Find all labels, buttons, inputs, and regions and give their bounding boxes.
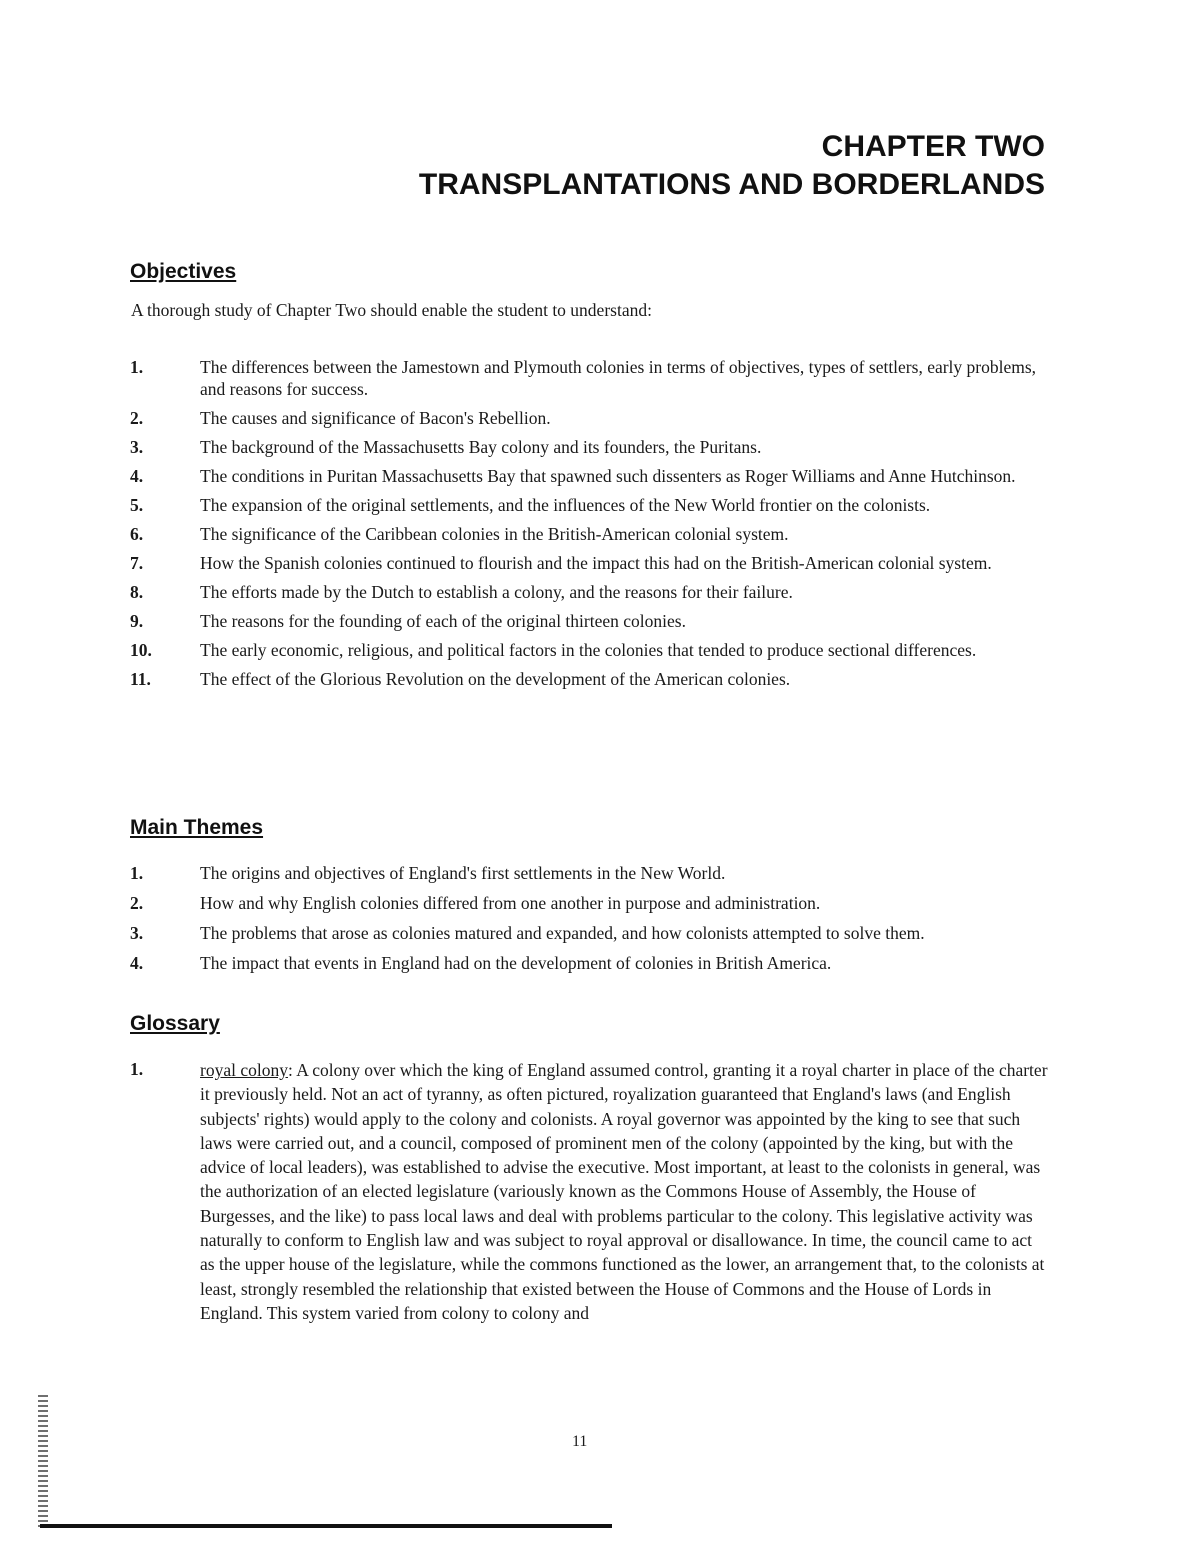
item-text: The early economic, religious, and political factors in the colonies that tended to produce sectional differences. [200,640,977,660]
item-number: 3. [130,923,144,943]
glossary-definition: : A colony over which the king of England assumed control, granting it a royal charter in place of the charter it previously held. Not an act of tyranny, as often pictured, royalization guaranteed that England's laws (and English subjects' rights) would apply to the colony and colonists. A royal governor was appointed by the king to see that such laws were carried out, and a council, composed of prominent men of the colony (appointed by the king, but with the advice of local leaders), was established to advise the executive. Most important, at least to the colonists in general, was the authorization of an elected legislature (variously known as the Commons House of Assembly, the House of Burgesses, and the like) to pass local laws and deal with problems particular to the colony. This legislative activity was naturally to conform to English law and was subject to royal approval or disallowance. In time, the council came to act as the upper house of the legislature, while the commons functioned as the lower, an arrangement that, to the colonists at least, strongly resembled the relationship that existed between the House of Commons and the House of Lords in England. This system varied from colony to colony and [200,1060,1048,1323]
item-text: The problems that arose as colonies matured and expanded, and how colonists attempted to solve them. [200,923,925,943]
item-text: The significance of the Caribbean colonies in the British-American colonial system. [200,524,789,544]
list-item [130,356,1050,400]
item-number: 4. [130,466,144,486]
item-text: How the Spanish colonies continued to flourish and the impact this had on the British-American colonial system. [200,553,992,573]
item-number: 1. [130,863,144,883]
objectives-intro: A thorough study of Chapter Two should enable the student to understand: [131,300,652,320]
list-item [130,436,1050,458]
list-item [130,1058,1050,1325]
list-item [130,952,1050,974]
item-text: The conditions in Puritan Massachusetts Bay that spawned such dissenters as Roger Williams and Anne Hutchinson. [200,466,1016,486]
list-item [130,862,1050,884]
item-number: 3. [130,437,144,457]
item-text: The impact that events in England had on the development of colonies in British America. [200,953,832,973]
chapter-title [419,128,1045,204]
glossary-heading: Glossary [130,1012,220,1035]
item-text: The reasons for the founding of each of the original thirteen colonies. [200,611,686,631]
item-number: 9. [130,611,144,631]
item-text: How and why English colonies differed from one another in purpose and administration. [200,893,821,913]
objectives-list [130,356,1050,697]
list-item [130,407,1050,429]
item-text: The differences between the Jamestown and Plymouth colonies in terms of objectives, types of settlers, early problems, and reasons for success. [200,357,1037,399]
scan-bottom-line [40,1524,612,1528]
item-number: 5. [130,495,144,515]
item-text [200,1058,1050,1325]
glossary-list [130,1058,1050,1325]
item-number: 11. [130,669,151,689]
main-themes-list [130,862,1050,982]
list-item [130,639,1050,661]
scan-edge-artifact [38,1395,48,1530]
list-item [130,465,1050,487]
item-number: 2. [130,893,144,913]
list-item [130,922,1050,944]
list-item [130,523,1050,545]
item-number: 4. [130,953,144,973]
chapter-name: TRANSPLANTATIONS AND BORDERLANDS [418,168,1045,201]
list-item [130,552,1050,574]
main-themes-heading: Main Themes [130,816,264,839]
item-number: 1. [130,357,144,377]
list-item [130,892,1050,914]
item-text: The expansion of the original settlements, and the influences of the New World frontier on the colonists. [200,495,931,515]
page-number: 11 [572,1433,588,1450]
list-item [130,581,1050,603]
chapter-number: CHAPTER TWO [821,130,1045,163]
item-text: The origins and objectives of England's first settlements in the New World. [200,863,726,883]
item-text: The efforts made by the Dutch to establish a colony, and the reasons for their failure. [200,582,793,602]
item-text: The effect of the Glorious Revolution on the development of the American colonies. [200,669,791,689]
list-item [130,668,1050,690]
item-number: 6. [130,524,144,544]
list-item [130,494,1050,516]
item-text: The background of the Massachusetts Bay colony and its founders, the Puritans. [200,437,762,457]
item-text: The causes and significance of Bacon's Rebellion. [200,408,551,428]
list-item [130,610,1050,632]
glossary-term: royal colony [200,1060,288,1080]
item-number: 2. [130,408,144,428]
item-number: 8. [130,582,144,602]
item-number: 1. [130,1059,144,1079]
objectives-heading: Objectives [130,260,237,283]
item-number: 7. [130,553,144,573]
item-number: 10. [130,640,152,660]
